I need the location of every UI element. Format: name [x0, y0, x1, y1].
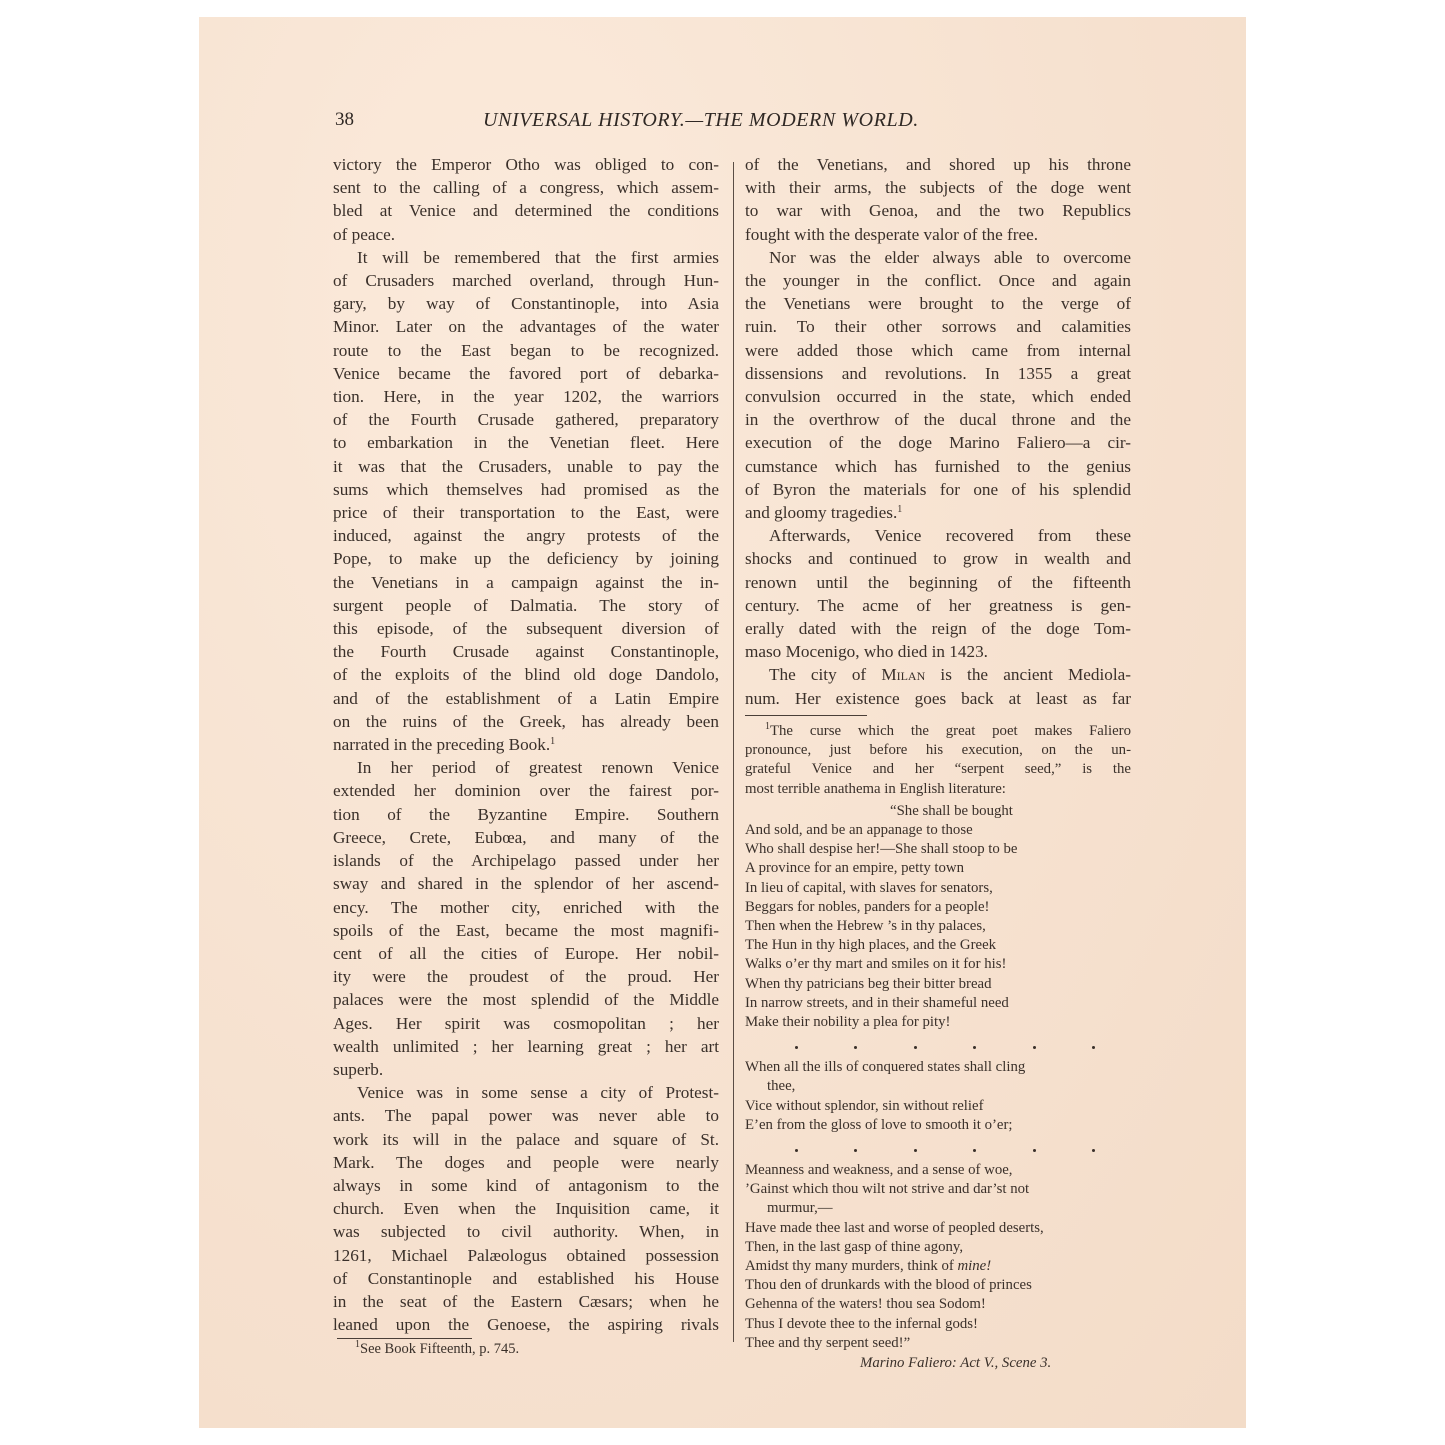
text-line: ity were the proudest of the proud. Her [333, 967, 719, 987]
verse-line: Thee and thy serpent seed!” [745, 1334, 911, 1351]
verse-line: “She shall be bought [890, 802, 1013, 819]
footnote-marker[interactable]: 1 [550, 736, 556, 748]
text-line: were added those which came from internal [745, 340, 1131, 360]
verse-line: murmur,— [767, 1200, 833, 1217]
paragraph [745, 663, 1131, 709]
text-line: the younger in the conflict. Once and again [745, 271, 1131, 291]
verse-line: When thy patricians beg their bitter bread [745, 975, 992, 992]
text-line: price of their transportation to the East, were [333, 503, 719, 523]
text-line: route to the East began to be recognized. [333, 340, 719, 360]
text-line: num. Her existence goes back at least as far [745, 688, 1131, 708]
text-line: execution of the doge Marino Faliero—a cir- [745, 433, 1131, 453]
text-span: is the ancient Mediola- [925, 665, 1132, 685]
text-line: erally dated with the reign of the doge Tom- [745, 619, 1131, 639]
text-line: superb. [333, 1059, 384, 1079]
text-line [333, 733, 719, 756]
verse-line: In lieu of capital, with slaves for senators, [745, 879, 993, 896]
text-line: on the ruins of the Greek, has already been [333, 711, 719, 731]
ellipsis-dots [795, 1135, 1095, 1161]
text-line: of Crusaders marched overland, through Hun- [333, 271, 719, 291]
right-column [745, 153, 1131, 710]
verse-line: thee, [767, 1078, 796, 1095]
text-line: sums which themselves had promised as the [333, 479, 719, 499]
text-line: church. Even when the Inquisition came, it [333, 1199, 719, 1219]
text-span: and gloomy tragedies. [745, 503, 898, 523]
text-line: the Venetians in a campaign against the in- [333, 572, 719, 592]
text-line: Minor. Later on the advantages of the water [333, 317, 719, 337]
left-column [333, 153, 719, 1336]
footnote-text: See Book Fifteenth, p. 745. [360, 1341, 520, 1357]
verse-line: Walks o’er thy mart and smiles on it for his! [745, 956, 1007, 973]
text-line: always in some kind of antagonism to the [333, 1175, 719, 1195]
verse-line: ’Gainst which thou wilt not strive and dar’st not [745, 1181, 1030, 1198]
text-line: of Byron the materials for one of his splendid [745, 479, 1131, 499]
paragraph [333, 153, 719, 246]
text-line: bled at Venice and determined the conditions [333, 201, 719, 221]
text-line: to war with Genoa, and the two Republics [745, 201, 1131, 221]
text-span: The city of [769, 665, 882, 685]
text-line [745, 663, 1131, 686]
text-line [745, 501, 1131, 524]
text-line: of peace. [333, 224, 396, 244]
verse-line: The Hun in thy high places, and the Greek [745, 937, 997, 954]
text-line: the Venetians were brought to the verge of [745, 294, 1131, 314]
poem-attribution: Marino Faliero: Act V., Scene 3. [860, 1355, 1052, 1372]
footnote-marker: 1 [765, 721, 770, 732]
text-line: Nor was the elder always able to overcome [769, 247, 1131, 267]
verse-line: Who shall despise her!—She shall stoop to be [745, 841, 1018, 858]
emphasis: mine! [957, 1258, 992, 1275]
text-line: in the overthrow of the ducal throne and the [745, 410, 1131, 430]
text-line: was subjected to civil authority. When, in [333, 1222, 719, 1242]
text-line: cent of all the cities of Europe. Her nobil- [333, 943, 719, 963]
text-line: wealth unlimited ; her learning great ; her art [333, 1036, 719, 1056]
text-line: leaned upon the Genoese, the aspiring rivals [333, 1315, 719, 1335]
text-line: palaces were the most splendid of the Middle [333, 990, 719, 1010]
running-title: UNIVERSAL HISTORY.—THE MODERN WORLD. [483, 109, 919, 131]
text-line: victory the Emperor Otho was obliged to con- [333, 155, 719, 174]
verse-line: Meanness and weakness, and a sense of woe, [745, 1162, 1013, 1179]
text-line: tion of the Byzantine Empire. Southern [333, 804, 719, 824]
text-line: ruin. To their other sorrows and calamities [745, 317, 1131, 337]
footnote-rule [745, 715, 867, 716]
text-line: Venice became the favored port of debarka- [333, 363, 719, 383]
text-line [745, 722, 1131, 741]
column-divider [733, 162, 734, 1342]
text-line: cumstance which has furnished to the genius [745, 456, 1131, 476]
text-line: ency. The mother city, enriched with the [333, 897, 719, 917]
footnote-right [745, 722, 1131, 1373]
text-span: The curse which the great poet makes Faliero [770, 723, 1131, 739]
text-line: to embarkation in the Venetian fleet. Here [333, 433, 719, 453]
text-line: grateful Venice and her “serpent seed,” is the [745, 761, 1131, 778]
text-line: Greece, Crete, Eubœa, and many of the [333, 827, 719, 847]
text-span: Amidst thy many murders, think of [745, 1258, 958, 1275]
text-line: of Constantinople and established his House [333, 1268, 719, 1288]
text-span: narrated in the preceding Book. [333, 735, 551, 755]
text-line: spoils of the East, became the most magnifi- [333, 920, 719, 940]
text-line: 1261, Michael Palæologus obtained possession [333, 1245, 719, 1265]
text-line: Mark. The doges and people were nearly [333, 1152, 719, 1172]
paragraph [333, 756, 719, 1081]
paragraph [333, 1081, 719, 1336]
paragraph [745, 246, 1131, 524]
page-header [335, 109, 1125, 135]
verse-line: Thou den of drunkards with the blood of princes [745, 1277, 1032, 1294]
verse-line: And sold, and be an appanage to those [745, 822, 973, 839]
text-line: extended her dominion over the fairest por- [333, 781, 719, 801]
text-line: fought with the desperate valor of the free. [745, 224, 1039, 244]
text-line: of the Fourth Crusade gathered, preparatory [333, 410, 719, 430]
text-line: the Fourth Crusade against Constantinople, [333, 642, 719, 662]
verse-line: Make their nobility a plea for pity! [745, 1014, 951, 1031]
verse-line: Then when the Hebrew ’s in thy palaces, [745, 918, 986, 935]
verse-line: Then, in the last gasp of thine agony, [745, 1238, 964, 1255]
text-line: sway and shared in the splendor of her ascend- [333, 874, 719, 894]
text-line: surgent people of Dalmatia. The story of [333, 595, 719, 615]
text-line: of the Venetians, and shored up his throne [745, 155, 1131, 174]
text-line: ants. The papal power was never able to [333, 1106, 719, 1126]
text-line: most terrible anathema in English literature: [745, 780, 1006, 797]
text-line: it was that the Crusaders, unable to pay the [333, 456, 719, 476]
text-line: convulsion occurred in the state, which ended [745, 387, 1131, 407]
footnote-left [355, 1339, 519, 1359]
text-line: pronounce, just before his execution, on the un- [745, 742, 1131, 759]
text-line: century. The acme of her greatness is gen- [745, 595, 1131, 615]
text-line: in the seat of the Eastern Cæsars; when he [333, 1291, 719, 1311]
text-line: of the exploits of the blind old doge Dandolo, [333, 665, 719, 685]
text-line: Venice was in some sense a city of Protest- [357, 1083, 719, 1103]
verse-line: Have made thee last and worse of peopled deserts, [745, 1219, 1044, 1236]
verse-line: Thus I devote thee to the infernal gods! [745, 1315, 978, 1332]
page-number: 38 [335, 109, 354, 130]
paragraph [745, 153, 1131, 246]
paragraph [333, 246, 719, 756]
verse-line: When all the ills of conquered states shall cling [745, 1059, 1026, 1076]
text-line: this episode, of the subsequent diversion of [333, 619, 719, 639]
city-name-milan: Milan [881, 665, 926, 685]
text-line: sent to the calling of a congress, which assem- [333, 178, 719, 198]
text-line: induced, against the angry protests of the [333, 526, 719, 546]
verse-line: Vice without splendor, sin without relief [745, 1097, 984, 1114]
text-line: with their arms, the subjects of the doge went [745, 178, 1131, 198]
ellipsis-dots [795, 1032, 1095, 1058]
text-line: work its will in the palace and square of St. [333, 1129, 719, 1149]
text-line: Afterwards, Venice recovered from these [769, 526, 1131, 546]
verse-line: Beggars for nobles, panders for a people! [745, 898, 990, 915]
text-line: renown until the beginning of the fifteenth [745, 572, 1131, 592]
text-line: shocks and continued to grow in wealth and [745, 549, 1131, 569]
text-line: It will be remembered that the first armies [357, 247, 719, 267]
text-line: islands of the Archipelago passed under her [333, 851, 719, 871]
text-line: Ages. Her spirit was cosmopolitan ; her [333, 1013, 719, 1033]
text-line: maso Mocenigo, who died in 1423. [745, 642, 988, 662]
poem-quotation [745, 802, 1131, 1373]
footnote-intro [745, 722, 1131, 799]
text-line: gary, by way of Constantinople, into Asia [333, 294, 719, 314]
text-line: Pope, to make up the deficiency by joining [333, 549, 719, 569]
footnote-marker[interactable]: 1 [897, 504, 903, 516]
footnote-marker: 1 [355, 1339, 360, 1350]
paragraph [745, 524, 1131, 663]
verse-line [745, 1257, 1131, 1276]
text-line: and of the establishment of a Latin Empire [333, 688, 719, 708]
text-line: In her period of greatest renown Venice [357, 758, 719, 778]
verse-line: A province for an empire, petty town [745, 860, 965, 877]
verse-line: Gehenna of the waters! thou sea Sodom! [745, 1296, 986, 1313]
verse-line: In narrow streets, and in their shameful need [745, 994, 1009, 1011]
verse-line: E’en from the gloss of love to smooth it o’er; [745, 1116, 1013, 1133]
text-line: tion. Here, in the year 1202, the warriors [333, 387, 719, 407]
text-line: dissensions and revolutions. In 1355 a great [745, 363, 1131, 383]
